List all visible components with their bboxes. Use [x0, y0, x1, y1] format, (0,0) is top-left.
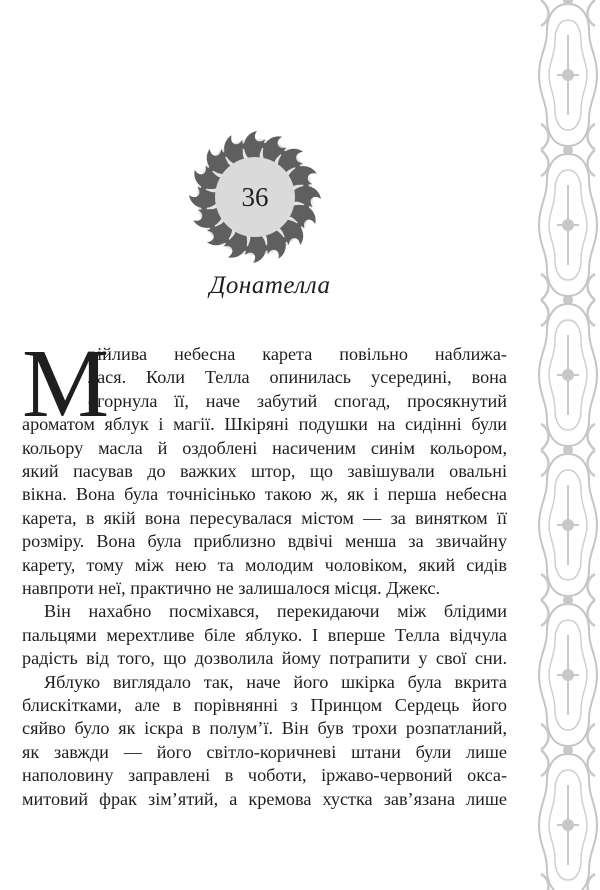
- text-line: кольору масла й оздоблені насиченим синім кольором,: [22, 437, 507, 458]
- text-line: Яблуко виглядало так, наче його шкірка була вкрита: [44, 671, 507, 692]
- text-line: пальцями мерехтливе біле яблуко. І вперше Телла відчула: [22, 624, 507, 645]
- text-line: як завжди — його світло-коричневі штани були лише: [22, 741, 507, 762]
- chapter-number: 36: [241, 182, 269, 212]
- text-line: розміру. Вона була приблизно вдвічі менша за звичайну: [22, 531, 507, 552]
- chapter-title: Донателла: [209, 272, 331, 299]
- text-line: який пасував до важких штор, що завішували овальні: [22, 461, 507, 481]
- text-line: карету, тому між нею та молодим чоловіком, який сидів: [22, 554, 507, 575]
- text-line: блискітками, але в порівнянні з Принцом Сердець його: [22, 695, 507, 715]
- text-line: наполовину заправлені в чоботи, іржаво-червоний окса-: [22, 765, 507, 786]
- text-line: сяйво було як іскра в полум’ї. Він був трохи розпатланий,: [22, 718, 507, 739]
- text-line: карета, в якій вона пересувалася містом — за винятком її: [22, 507, 507, 528]
- text-line: ароматом яблук і магії. Шкіряні подушки на сидінні були: [22, 414, 507, 435]
- ornamental-border: [537, 0, 600, 890]
- text-line: рійлива небесна карета повільно наближа-: [88, 344, 507, 364]
- text-line: Він нахабно посміхався, перекидаючи між блідими: [44, 601, 507, 622]
- text-line: вікна. Вона була точнісінько такою ж, як і перша небесна: [22, 484, 507, 505]
- text-line: навпроти неї, практично не залишалося місця. Джекс.: [22, 578, 441, 598]
- text-line: огорнула її, наче забутий спогад, просякнутий: [88, 390, 507, 411]
- drop-cap: М: [22, 330, 110, 438]
- text-line: митовий фрак зім’ятий, а кремова хустка зав’язана лише: [22, 788, 507, 809]
- text-line: радість від того, що дозволила йому потрапити у свої сни.: [22, 648, 507, 669]
- text-line: лася. Коли Телла опинилась усередині, вона: [88, 367, 507, 388]
